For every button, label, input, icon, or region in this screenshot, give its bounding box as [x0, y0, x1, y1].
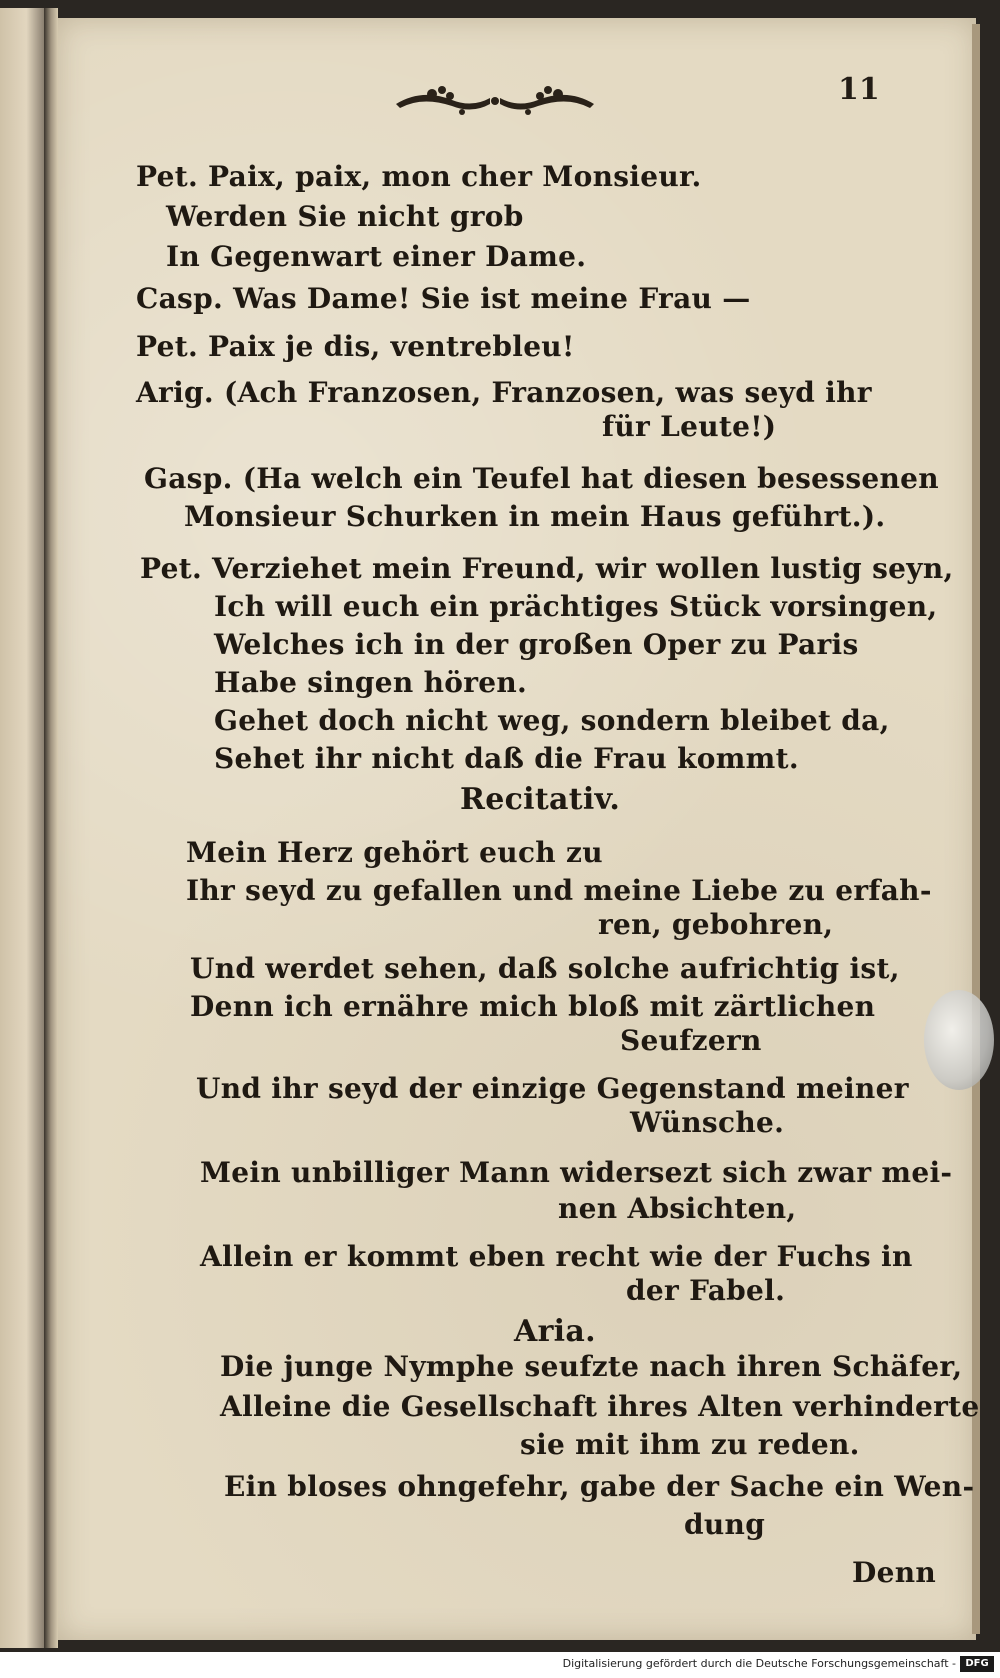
- footer-credit: Digitalisierung gefördert durch die Deutsche Forschungsgemeinschaft -: [562, 1657, 956, 1670]
- page-number: 11: [838, 72, 880, 107]
- text-line: Werden Sie nicht grob: [166, 200, 524, 233]
- text-line: Allein er kommt eben recht wie der Fuchs in: [200, 1240, 913, 1273]
- footer-bar: [0, 1652, 1000, 1678]
- page-clip-magnifier: [924, 990, 994, 1090]
- text-line: sie mit ihm zu reden.: [520, 1428, 860, 1461]
- text-line: Alleine die Gesellschaft ihres Alten verhinderte: [220, 1390, 980, 1423]
- text-line: Seufzern: [620, 1024, 762, 1057]
- text-line: nen Absichten,: [558, 1192, 797, 1225]
- section-heading-recitativ: Recitativ.: [460, 782, 621, 817]
- catchword: Denn: [852, 1556, 937, 1589]
- text-line: Ich will euch ein prächtiges Stück vorsingen,: [214, 590, 938, 623]
- dfg-logo: DFG: [960, 1656, 994, 1672]
- text-line: Arig. (Ach Franzosen, Franzosen, was seyd ihr: [136, 376, 872, 409]
- text-line: dung: [684, 1508, 766, 1541]
- text-line: Gehet doch nicht weg, sondern bleibet da,: [214, 704, 890, 737]
- text-line: Casp. Was Dame! Sie ist meine Frau —: [136, 282, 751, 315]
- text-line: für Leute!): [602, 410, 777, 443]
- text-line: Welches ich in der großen Oper zu Paris: [214, 628, 859, 661]
- text-line: Mein unbilliger Mann widersezt sich zwar mei-: [200, 1156, 953, 1189]
- text-line: Die junge Nymphe seufzte nach ihren Schäfer,: [220, 1350, 963, 1383]
- text-line: ren, gebohren,: [598, 908, 834, 941]
- text-line: Gasp. (Ha welch ein Teufel hat diesen besessenen: [144, 462, 939, 495]
- text-line: Ein bloses ohngefehr, gabe der Sache ein Wen-: [224, 1470, 975, 1503]
- text-line: Monsieur Schurken in mein Haus geführt.).: [184, 500, 886, 533]
- text-line: Wünsche.: [630, 1106, 785, 1139]
- text-line: Pet. Verziehet mein Freund, wir wollen lustig seyn,: [140, 552, 954, 585]
- text-line: Und ihr seyd der einzige Gegenstand meiner: [196, 1072, 909, 1105]
- text-line: Und werdet sehen, daß solche aufrichtig ist,: [190, 952, 900, 985]
- text-line: Mein Herz gehört euch zu: [186, 836, 603, 869]
- section-heading-aria: Aria.: [514, 1314, 596, 1349]
- text-line: Sehet ihr nicht daß die Frau kommt.: [214, 742, 799, 775]
- book-gutter: [44, 8, 58, 1648]
- text-line: der Fabel.: [626, 1274, 786, 1307]
- text-line: Denn ich ernähre mich bloß mit zärtlichen: [190, 990, 876, 1023]
- text-line: Pet. Paix je dis, ventrebleu!: [136, 330, 575, 363]
- text-line: Habe singen hören.: [214, 666, 528, 699]
- ornament-vignette: [392, 82, 598, 120]
- text-line: Pet. Paix, paix, mon cher Monsieur.: [136, 160, 702, 193]
- left-page-edge: [0, 8, 46, 1648]
- text-line: In Gegenwart einer Dame.: [166, 240, 587, 273]
- text-line: Ihr seyd zu gefallen und meine Liebe zu erfah-: [186, 874, 932, 907]
